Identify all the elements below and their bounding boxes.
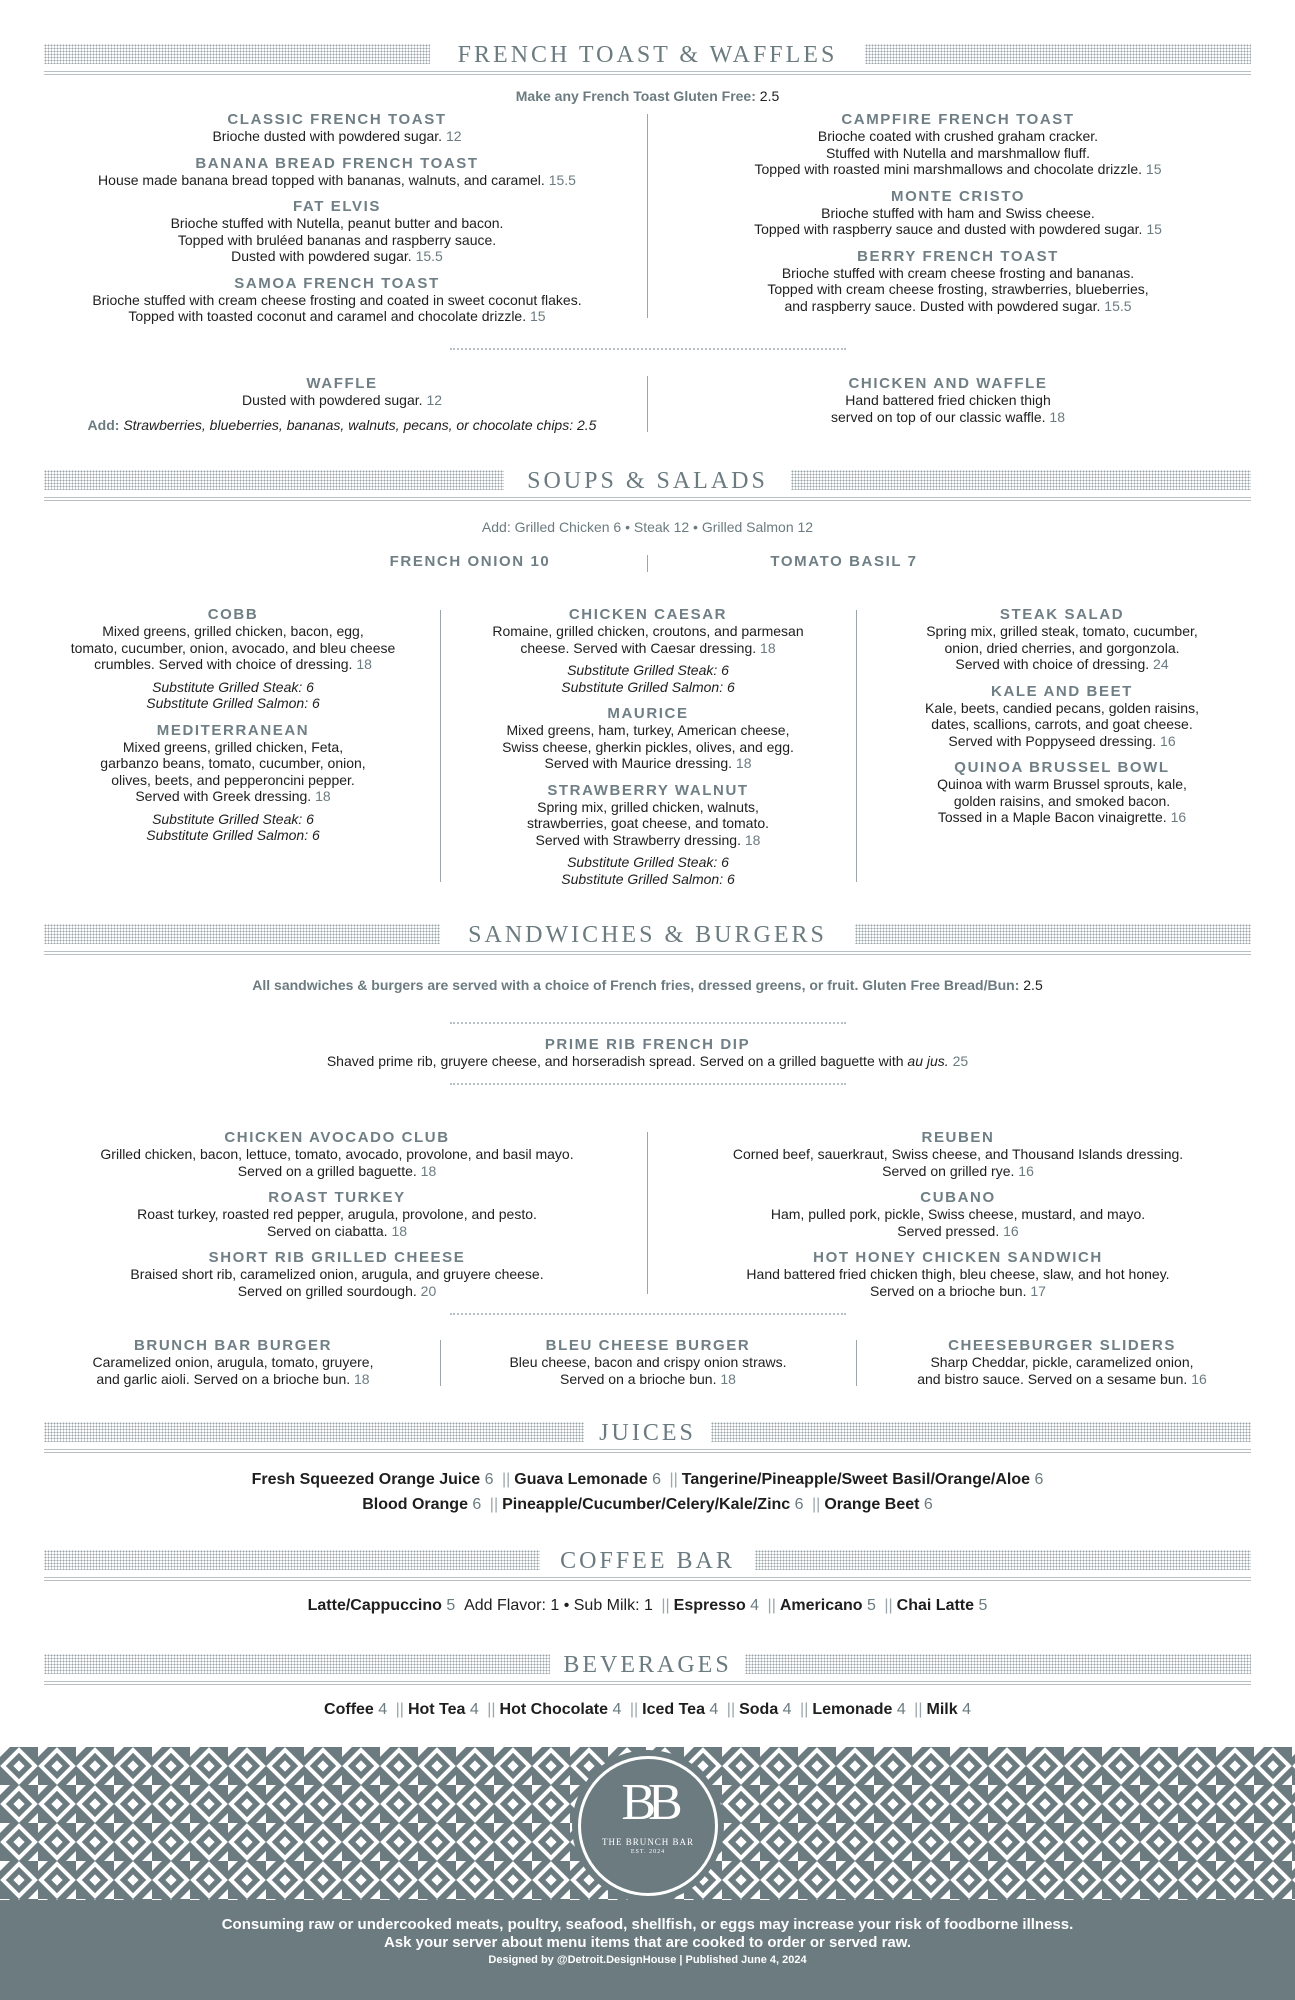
drink-price: 6 — [794, 1496, 804, 1513]
item-desc: Quinoa with warm Brussel sprouts, kale, golden raisins, and smoked bacon. Tossed in a Maple Bacon vinaigrette. 16 — [937, 776, 1187, 825]
item-name: CAMPFIRE FRENCH TOAST — [841, 111, 1075, 128]
item-price: 15 — [530, 308, 546, 324]
item-desc: Kale, beets, candied pecans, golden raisins, dates, scallions, carrots, and goat cheese. Served with Poppyseed dressing. 16 — [925, 699, 1199, 749]
item-price: 18 — [720, 1370, 736, 1387]
item-price: 15.5 — [415, 248, 443, 264]
drink-name: Soda — [739, 1701, 779, 1718]
item-desc: Brioche stuffed with Nutella, peanut butter and bacon. Topped with bruléed bananas and raspberry sauce. Dusted with powdered sugar. 15.5 — [170, 215, 504, 264]
waffle-item — [44, 375, 640, 433]
substitutions: Substitute Grilled Steak: 6 Substitute Grilled Salmon: 6 — [561, 662, 735, 695]
drink-name: Pineapple/Cucumber/Celery/Kale/Zinc — [502, 1496, 791, 1513]
drink-name: Guava Lemonade — [514, 1471, 648, 1488]
item-desc: House made banana bread topped with bananas, walnuts, and caramel. 15.5 — [98, 171, 576, 188]
food-safety-warning-2: Ask your server about menu items that are cooked to order or served raw. — [383, 1934, 912, 1951]
menu-item — [664, 375, 1232, 425]
chicken-and-waffle-item — [664, 375, 1232, 435]
item-name: QUINOA BRUSSEL BOWL — [954, 759, 1170, 776]
salad-column-2 — [455, 606, 841, 897]
menu-item — [870, 1337, 1254, 1387]
menu-item — [664, 188, 1252, 238]
menu-item — [44, 198, 630, 265]
item-name: ROAST TURKEY — [268, 1189, 406, 1206]
item-name: CHICKEN AVOCADO CLUB — [224, 1129, 450, 1146]
item-desc: Mixed greens, ham, turkey, American cheese, Swiss cheese, gherkin pickles, olives, and egg. Served with Maurice dressing. 18 — [502, 722, 794, 771]
item-price: 18 — [315, 788, 331, 804]
drink-price: 4 — [612, 1701, 622, 1718]
section-title: FRENCH TOAST & WAFFLES — [457, 42, 838, 68]
item-price: 18 — [1049, 408, 1065, 425]
item-desc: Mixed greens, grilled chicken, Feta, garbanzo beans, tomato, cucumber, onion, olives, beets, and pepperoncini pepper. Served with Greek dressing. 18 — [100, 738, 366, 804]
item-price: 18 — [744, 831, 761, 848]
menu-item — [455, 606, 841, 695]
burger-column-2 — [455, 1337, 841, 1397]
drink-name: Americano — [779, 1597, 863, 1614]
section-title: JUICES — [599, 1420, 696, 1446]
separator: || — [669, 1471, 678, 1488]
sandwich-right-column — [664, 1129, 1252, 1309]
burger-column-1 — [44, 1337, 422, 1397]
menu-item — [44, 722, 422, 844]
design-credit: Designed by @Detroit.DesignHouse | Published June 4, 2024 — [488, 1954, 807, 1966]
drink-name: Tangerine/Pineapple/Sweet Basil/Orange/Aloe — [681, 1471, 1031, 1488]
menu-item — [870, 606, 1254, 673]
drink-price: 4 — [709, 1701, 719, 1718]
item-desc: Corned beef, sauerkraut, Swiss cheese, and Thousand Islands dressing. Served on grilled rye. 16 — [732, 1146, 1184, 1179]
item-desc: Caramelized onion, arugula, tomato, gruyere, and garlic aioli. Served on a brioche bun. 18 — [92, 1354, 374, 1387]
item-desc: Dusted with powdered sugar. 12 — [241, 392, 443, 408]
menu-item — [455, 1337, 841, 1387]
item-price: 16 — [1160, 732, 1176, 749]
drink-price: 5 — [867, 1597, 876, 1614]
item-name: PRIME RIB FRENCH DIP — [544, 1036, 751, 1053]
section-banner-juices — [44, 1418, 1251, 1448]
item-name: BRUNCH BAR BURGER — [133, 1337, 333, 1354]
item-desc: Bleu cheese, bacon and crispy onion straws. Served on a brioche bun. 18 — [509, 1354, 787, 1387]
item-desc: Shaved prime rib, gruyere cheese, and horseradish spread. Served on a grilled baguette with au jus. 25 — [326, 1053, 969, 1069]
drink-name: Chai Latte — [896, 1597, 975, 1614]
separator: || — [914, 1701, 923, 1718]
item-price: 15 — [1146, 221, 1162, 237]
menu-item — [870, 683, 1254, 750]
menu-item — [870, 759, 1254, 826]
menu-item — [44, 111, 630, 145]
menu-item — [44, 1129, 630, 1179]
item-name: CHICKEN CAESAR — [568, 606, 728, 623]
substitutions: Substitute Grilled Steak: 6 Substitute Grilled Salmon: 6 — [146, 678, 320, 711]
menu-item — [44, 155, 630, 189]
separator: || — [629, 1701, 639, 1718]
item-price: 18 — [391, 1222, 408, 1239]
section-title: COFFEE BAR — [560, 1548, 735, 1574]
item-name: MAURICE — [607, 705, 689, 722]
separator: || — [661, 1597, 670, 1614]
drink-name: Espresso — [673, 1597, 746, 1614]
item-desc: Roast turkey, roasted red pepper, arugula, provolone, and pesto. Served on ciabatta. 18 — [137, 1206, 537, 1239]
item-name: BLEU CHEESE BURGER — [545, 1337, 751, 1354]
item-desc: Ham, pulled pork, pickle, Swiss cheese, mustard, and mayo. Served pressed. 16 — [770, 1206, 1146, 1239]
juice-list-line-1 — [0, 1471, 1295, 1489]
section-title: BEVERAGES — [563, 1652, 732, 1678]
item-name: CUBANO — [920, 1189, 996, 1206]
item-name: MEDITERRANEAN — [156, 721, 310, 739]
salad-column-1 — [44, 606, 422, 854]
item-price: 16 — [1191, 1370, 1207, 1387]
footer — [0, 1900, 1295, 2000]
drink-price: 4 — [378, 1701, 388, 1718]
drink-name: Blood Orange — [362, 1496, 468, 1513]
item-name: BERRY FRENCH TOAST — [857, 247, 1059, 265]
item-price: 20 — [420, 1282, 437, 1299]
drink-price: 6 — [652, 1471, 661, 1488]
section-banner-french-toast — [44, 40, 1251, 70]
item-name: STEAK SALAD — [999, 606, 1125, 623]
salad-add-note: Add: Grilled Chicken 6 • Steak 12 • Grilled Salmon 12 — [481, 519, 814, 535]
item-desc: Sharp Cheddar, pickle, caramelized onion, and bistro sauce. Served on a sesame bun. 16 — [917, 1354, 1207, 1387]
menu-item — [44, 606, 422, 712]
drink-price: 4 — [782, 1701, 792, 1718]
menu-item — [44, 1249, 630, 1299]
drink-price: 4 — [962, 1701, 971, 1718]
item-name: STRAWBERRY WALNUT — [547, 781, 749, 799]
menu-item — [664, 1249, 1252, 1299]
juice-list-line-2 — [0, 1496, 1295, 1514]
drink-name: Coffee — [324, 1701, 374, 1718]
separator: || — [487, 1701, 496, 1718]
soup-tomato-basil: TOMATO BASIL 7 — [770, 553, 918, 570]
drink-price: 6 — [923, 1496, 933, 1513]
beverage-list — [0, 1701, 1295, 1719]
menu-item — [664, 1129, 1252, 1179]
french-toast-left-column — [44, 111, 630, 335]
item-name: CHEESEBURGER SLIDERS — [948, 1337, 1176, 1354]
item-desc: Spring mix, grilled steak, tomato, cucumber, onion, dried cherries, and gorgonzola. Served with choice of dressing. 24 — [926, 623, 1198, 672]
item-name: SAMOA FRENCH TOAST — [234, 274, 440, 292]
drink-price: 4 — [750, 1597, 760, 1614]
menu-item — [455, 782, 841, 888]
item-price: 15.5 — [548, 171, 576, 188]
item-price: 18 — [356, 656, 372, 672]
menu-item — [44, 1189, 630, 1239]
prime-rib-item — [44, 1036, 1251, 1070]
separator: || — [812, 1496, 821, 1513]
item-name: CHICKEN AND WAFFLE — [848, 375, 1048, 392]
french-toast-right-column — [664, 111, 1252, 324]
drink-price: 4 — [896, 1701, 906, 1718]
item-name: KALE AND BEET — [991, 682, 1133, 700]
drink-name: Iced Tea — [642, 1701, 705, 1718]
menu-item — [664, 248, 1252, 315]
item-desc: Spring mix, grilled chicken, walnuts, strawberries, goat cheese, and tomato. Served with Strawberry dressing. 18 — [526, 798, 770, 848]
item-price: 15.5 — [1104, 297, 1132, 314]
item-price: 24 — [1153, 656, 1169, 672]
salad-column-3 — [870, 606, 1254, 836]
drink-price: 6 — [484, 1471, 494, 1488]
item-desc: Mixed greens, grilled chicken, bacon, egg, tomato, cucumber, onion, avocado, and bleu cheese crumbles. Served with choice of dressing. 18 — [70, 623, 396, 672]
sandwich-sides-note: All sandwiches & burgers are served with a choice of French fries, dressed greens, or fruit. Gluten Free Bread/Bun: 2.5 — [252, 977, 1043, 993]
item-desc: Hand battered fried chicken thigh served on top of our classic waffle. 18 — [831, 392, 1065, 425]
drink-price: 6 — [1034, 1471, 1044, 1488]
drink-name: Milk — [926, 1701, 958, 1718]
drink-price: 5 — [978, 1597, 988, 1614]
section-title: SANDWICHES & BURGERS — [468, 922, 827, 948]
item-price: 18 — [420, 1162, 437, 1179]
separator: || — [489, 1496, 499, 1513]
separator: || — [884, 1597, 893, 1614]
item-name: SHORT RIB GRILLED CHEESE — [208, 1249, 466, 1266]
soup-french-onion: FRENCH ONION 10 — [389, 553, 551, 570]
item-price: 18 — [760, 639, 776, 656]
section-banner-coffee — [44, 1546, 1251, 1576]
item-name: HOT HONEY CHICKEN SANDWICH — [813, 1249, 1103, 1266]
item-desc: Braised short rib, caramelized onion, arugula, and gruyere cheese. Served on grilled sourdough. 20 — [130, 1266, 544, 1299]
item-name: COBB — [207, 606, 259, 623]
item-desc: Brioche coated with crushed graham cracker. Stuffed with Nutella and marshmallow fluff. Topped with roasted mini marshmallows and chocolate drizzle. 15 — [754, 128, 1162, 177]
item-desc: Brioche stuffed with cream cheese frosting and coated in sweet coconut flakes. Topped with toasted coconut and caramel and chocolate drizzle. 15 — [92, 291, 582, 324]
drink-name: Orange Beet — [824, 1496, 920, 1513]
item-desc: Hand battered fried chicken thigh, bleu cheese, slaw, and hot honey. Served on a brioche bun. 17 — [746, 1266, 1170, 1299]
coffee-list: Latte/Cappuccino 5 Add Flavor: 1 • Sub Milk: 1 || Espresso 4 || Americano 5 || Chai Latte 5 — [307, 1597, 988, 1614]
item-name: BANANA BREAD FRENCH TOAST — [195, 154, 479, 172]
item-name: FAT ELVIS — [292, 198, 382, 215]
menu-item — [44, 1337, 422, 1387]
separator: || — [726, 1701, 736, 1718]
item-price: 17 — [1030, 1282, 1046, 1299]
item-price: 18 — [354, 1370, 370, 1387]
item-desc: Brioche stuffed with cream cheese frosting and bananas. Topped with cream cheese frosting, strawberries, blueberries, and raspberry sauce. Dusted with powdered sugar. 15.5 — [767, 264, 1149, 314]
item-name: WAFFLE — [306, 375, 378, 392]
brunch-bar-logo: BB THE BRUNCH BAR EST. 2024 — [578, 1756, 718, 1896]
item-price: 15 — [1145, 161, 1162, 177]
drink-name: Lemonade — [812, 1701, 893, 1718]
menu-item — [664, 111, 1252, 178]
section-banner-beverages — [44, 1650, 1251, 1680]
sandwich-left-column — [44, 1129, 630, 1309]
item-desc: Grilled chicken, bacon, lettuce, tomato, avocado, provolone, and basil mayo. Served on a grilled baguette. 18 — [100, 1146, 574, 1179]
item-name: REUBEN — [921, 1129, 995, 1146]
substitutions: Substitute Grilled Steak: 6 Substitute Grilled Salmon: 6 — [561, 854, 735, 887]
burger-column-3 — [870, 1337, 1254, 1397]
separator: || — [800, 1701, 809, 1718]
gluten-free-note: Make any French Toast Gluten Free: 2.5 — [515, 88, 780, 104]
drink-price: 6 — [472, 1496, 482, 1513]
section-title: SOUPS & SALADS — [527, 468, 768, 494]
item-desc: Brioche dusted with powdered sugar. 12 — [212, 128, 462, 144]
drink-name: Hot Chocolate — [499, 1701, 608, 1718]
item-name: CLASSIC FRENCH TOAST — [227, 111, 447, 128]
item-price: 16 — [1170, 809, 1187, 825]
item-price: 18 — [735, 755, 752, 771]
item-price: 16 — [1003, 1222, 1019, 1239]
item-name: MONTE CRISTO — [891, 187, 1025, 205]
menu-item — [455, 705, 841, 772]
item-price: 12 — [445, 128, 462, 144]
drink-name: Hot Tea — [407, 1701, 466, 1718]
menu-item — [664, 1189, 1252, 1239]
food-safety-warning: Consuming raw or undercooked meats, poultry, seafood, shellfish, or eggs may increase your risk of foodborne illness. — [221, 1916, 1074, 1933]
separator: || — [767, 1597, 776, 1614]
section-banner-sandwiches — [44, 920, 1251, 950]
drink-price: 4 — [469, 1701, 479, 1718]
menu-item — [44, 275, 630, 325]
waffle-add-ons: Add: Strawberries, blueberries, bananas, walnuts, pecans, or chocolate chips: 2.5 — [87, 416, 597, 433]
item-price: 16 — [1018, 1162, 1034, 1179]
item-desc: Brioche stuffed with ham and Swiss cheese. Topped with raspberry sauce and dusted with powdered sugar. 15 — [754, 204, 1162, 237]
drink-name: Fresh Squeezed Orange Juice — [251, 1471, 481, 1488]
section-banner-soups-salads — [44, 466, 1251, 496]
substitutions: Substitute Grilled Steak: 6 Substitute Grilled Salmon: 6 — [146, 810, 320, 843]
separator: || — [501, 1471, 511, 1488]
separator: || — [395, 1701, 404, 1718]
item-desc: Romaine, grilled chicken, croutons, and parmesan cheese. Served with Caesar dressing. 18 — [492, 623, 804, 656]
